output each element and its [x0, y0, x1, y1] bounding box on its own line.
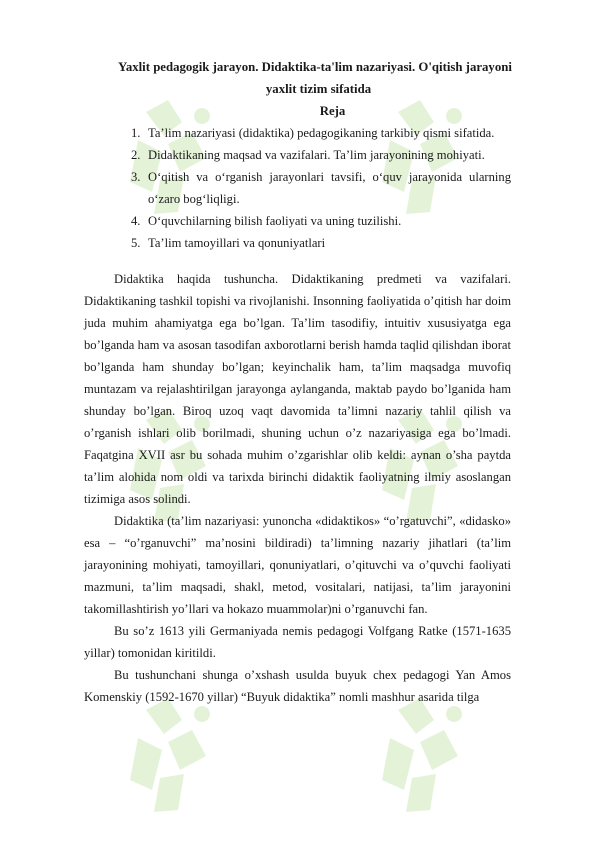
plan-item-text: Ta’lim nazariyasi (didaktika) pedagogikaning tarkibiy qismi sifatida.	[148, 126, 495, 140]
plan-item	[131, 210, 511, 232]
plan-item-text: O‘quvchilarning bilish faoliyati va uning tuzilishi.	[148, 214, 402, 228]
body-paragraph: Bu so’z 1613 yili Germaniyada nemis pedagogi Volfgang Ratke (1571-1635 yillar) tomonidan kiritildi.	[84, 624, 511, 660]
plan-item-number: 5.	[131, 236, 141, 250]
document-title	[84, 56, 511, 100]
title-line-2: yaxlit tizim sifatida	[265, 82, 372, 96]
plan-item	[131, 144, 511, 166]
body-paragraph: Bu tushunchani shunga o’xshash usulda buyuk chex pedagogi Yan Amos Komenskiy (1592-1670 yillar) “Buyuk didaktika” nomli mashhur asarida tilga	[84, 668, 511, 704]
plan-item-text: Ta’lim tamoyillari va qonuniyatlari	[148, 236, 326, 250]
plan-item-number: 1.	[131, 126, 141, 140]
watermark-logo-svg	[360, 690, 480, 820]
plan-item-text: O‘qitish va o‘rganish jarayonlari tavsifi, o‘quv jarayonida ularning o‘zaro bog‘liqligi.	[148, 170, 511, 206]
plan-item-number: 4.	[131, 214, 141, 228]
body-paragraph: Didaktika (ta’lim nazariyasi: yunoncha «didaktikos» “o’rgatuvchi”, «didasko» esa – “o’rganuvchi” ma’nosini bildiradi) ta’limning nazariy jihatlari (ta’lim jarayonining mohiyati, tamoyillari, qonuniyatlari, o’qituvchi va o’quvchi faoliyati mazmuni, ta’lim maqsadi, shakl, metod, vositalari, natijasi, ta’lim jarayonini takomillashtirish yo’llari va hokazo muammolar)ni o’rganuvchi fan.	[84, 514, 511, 616]
plan-item	[131, 232, 511, 254]
document-body	[84, 56, 511, 708]
watermark-logo-icon	[360, 690, 480, 820]
body-paragraph: Didaktika haqida tushuncha. Didaktikaning predmeti va vazifalari. Didaktikaning tashkil topishi va rivojlanishi. Insonning faoliyatida o’qitish har doim juda muhim ahamiyatga ega bo’lgan. Ta’lim tasodifiy, intuitiv xususiyatga ega bo’lganda ham va asosan tasodifan axborotlarni berish hamda taqlid qilishdan iborat bo’lganda ham shunday bo’lgan; keyinchalik ham, ta’lim maqsadga muvofiq muntazam va rejalashtirilgan jarayonga aylanganda, maktab paydo bo’lganida ham shunday bo’lgan. Biroq uzoq vaqt davomida ta’limni nazariy tahlil qilish va o’rganish ishlari olib borilmadi, shuning uchun o’z nazariyasiga ega bo’lmadi. Faqatgina XVII asr bu sohada muhim o’zgarishlar olib keldi: aynan o’sha paytda ta’lim alohida nom oldi va tarixda birinchi didaktik faoliyatning ilmiy asoslangan tizimiga asos solindi.	[84, 272, 511, 506]
plan-heading: Reja	[319, 104, 346, 118]
plan-item-number: 2.	[131, 148, 141, 162]
watermark-logo-svg	[108, 690, 228, 820]
title-line-1: Yaxlit pedagogik jarayon. Didaktika-ta'lim nazariyasi. O'qitish jarayoni	[118, 60, 512, 74]
plan-list	[84, 122, 511, 254]
plan-item	[131, 166, 511, 210]
watermark-logo-icon	[108, 690, 228, 820]
section-gap	[84, 254, 511, 268]
plan-item-text: Didaktikaning maqsad va vazifalari. Ta’lim jarayonining mohiyati.	[148, 148, 485, 162]
plan-item-number: 3.	[131, 170, 141, 184]
plan-item	[131, 122, 511, 144]
